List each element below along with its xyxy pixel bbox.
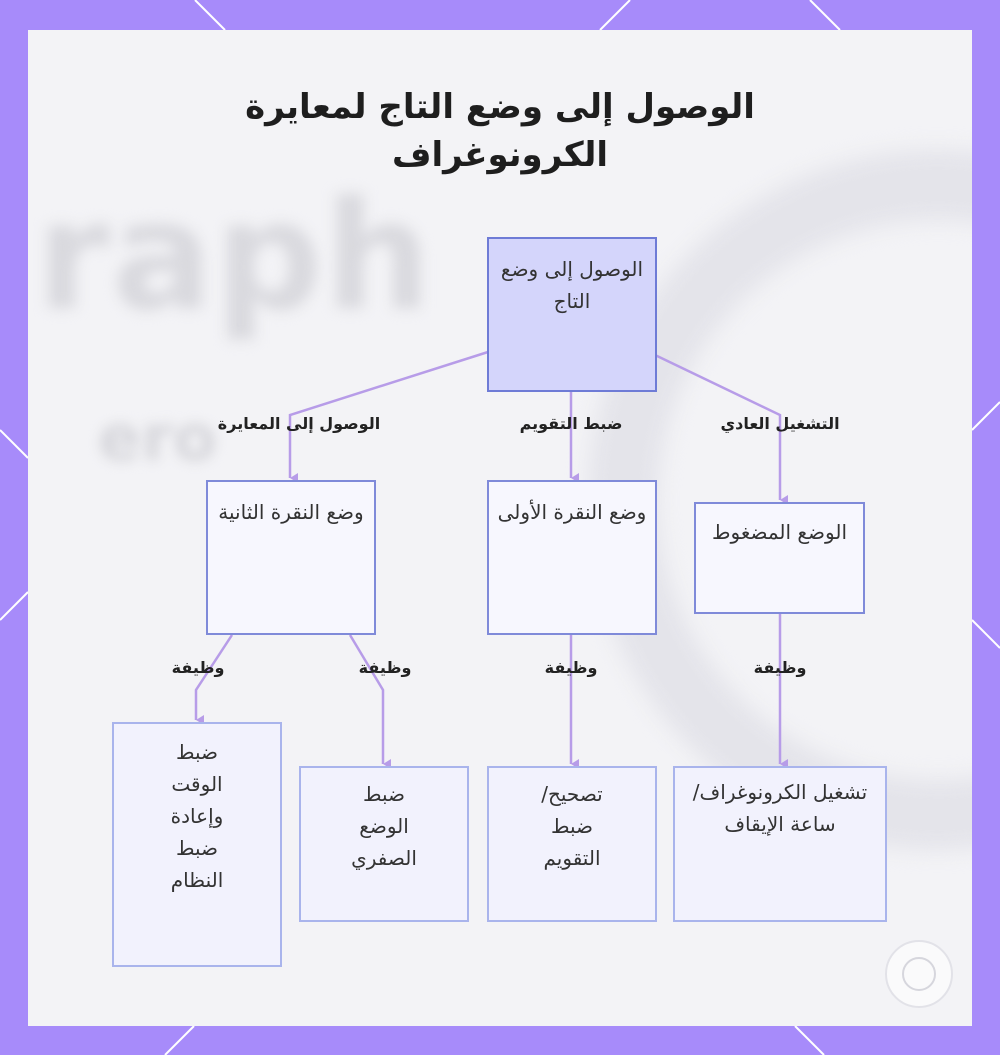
node-second-click-position: وضع النقرة الثانية [206,480,376,635]
edge-label-function-zero: وظيفة [358,658,412,677]
edge-label-function-time: وظيفة [171,658,225,677]
edge-label-function-date: وظيفة [544,658,598,677]
node-date-correction: تصحيح/ ضبط التقويم [487,766,657,922]
edge-label-date-setting: ضبط التقويم [519,414,623,433]
node-start-chronograph: تشغيل الكرونوغراف/ ساعة الإيقاف [673,766,887,922]
background-blurred-word: raph [36,170,434,344]
background-blurred-word-2: ero [98,402,217,476]
watermark-watch-icon [885,940,953,1008]
node-first-click-position: وضع النقرة الأولى [487,480,657,635]
edge-label-normal-run: التشغيل العادي [720,414,840,433]
edge-second-click-to-zero [350,635,383,764]
diagram-title: الوصول إلى وضع التاج لمعايرة الكرونوغراف [245,87,755,175]
node-time-and-system-reset: ضبط الوقت وإعادة ضبط النظام [112,722,282,967]
node-pushed-position: الوضع المضغوط [694,502,865,614]
edge-label-calibration-access: الوصول إلى المعايرة [217,414,381,433]
edge-second-click-to-time [196,635,232,720]
node-crown-access: الوصول إلى وضع التاج [487,237,657,392]
node-zero-position-reset: ضبط الوضع الصفري [299,766,469,922]
edge-label-function-chrono: وظيفة [753,658,807,677]
